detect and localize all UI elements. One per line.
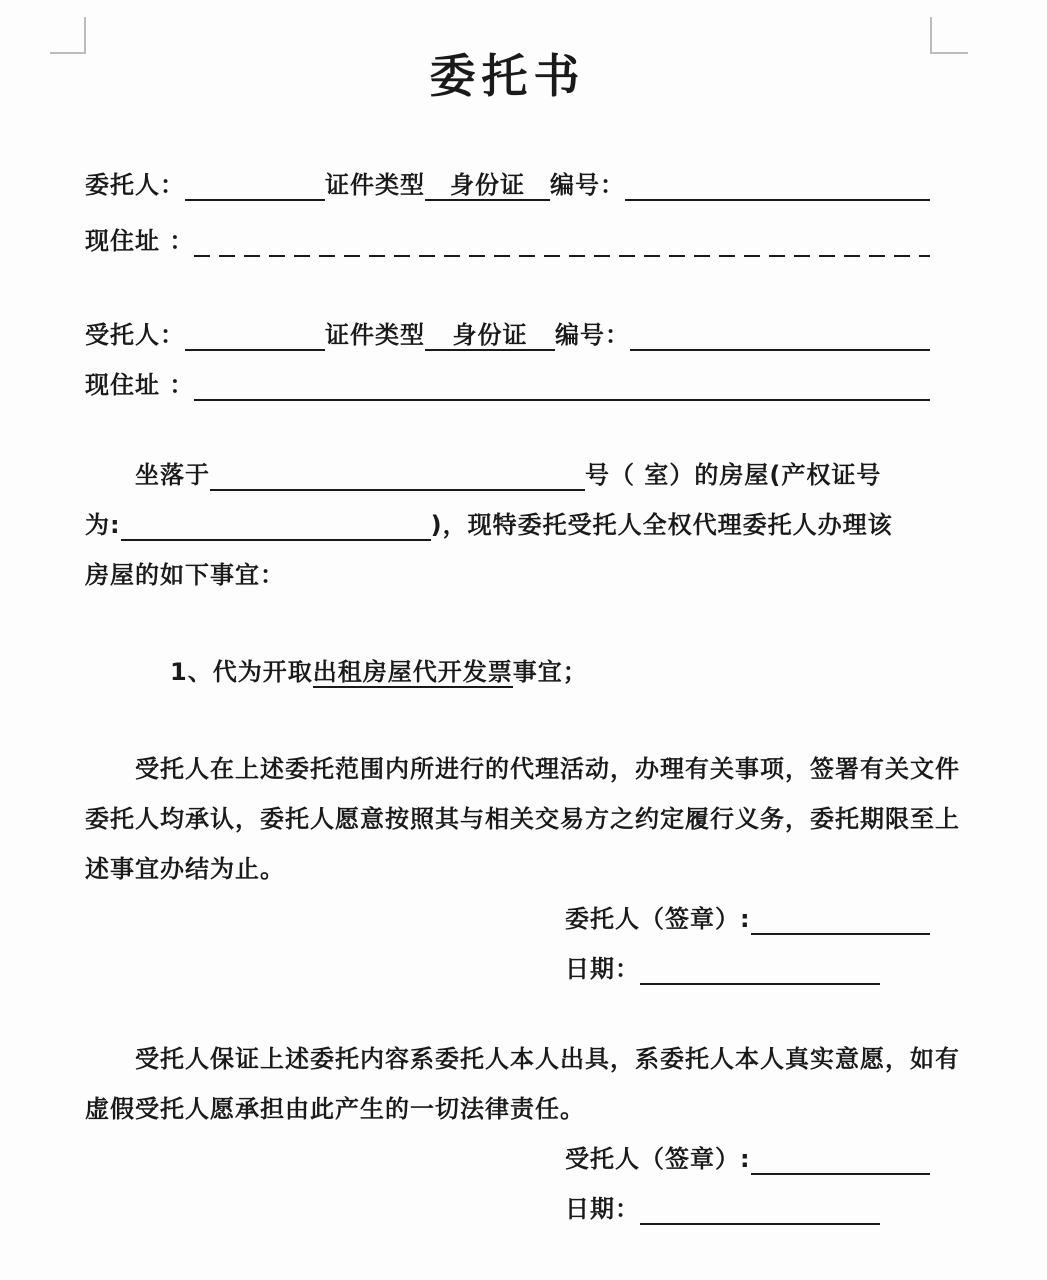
agent-identity-line <box>85 310 930 360</box>
agent-signature-blank <box>751 1134 930 1184</box>
property-address-blank <box>210 450 585 500</box>
agent-signature-line <box>565 1134 930 1184</box>
agent-date-line <box>565 1184 930 1234</box>
principal-id-number-label: 编号： <box>550 171 625 199</box>
principal-date-blank <box>640 944 880 994</box>
margin-crop-mark-top-right <box>930 17 968 54</box>
property-matters-intro: 房屋的如下事宜： <box>85 561 285 589</box>
principal-address-blank <box>194 216 930 266</box>
agent-name-label: 受托人： <box>85 321 185 349</box>
agent-name-blank <box>185 310 325 360</box>
principal-signature-blank <box>751 894 930 944</box>
principal-identity-line <box>85 160 930 210</box>
property-line-3 <box>85 550 930 600</box>
property-line-2 <box>85 500 930 550</box>
agent-signature-label: 受托人（签章）: <box>565 1145 751 1173</box>
authorization-line-1 <box>85 744 960 794</box>
document-title: 委托书 <box>429 49 586 103</box>
agent-date-blank <box>640 1184 880 1234</box>
agent-cert-type-label: 证件类型 <box>325 321 425 349</box>
item-1-suffix: 事宜； <box>512 658 588 686</box>
principal-name-label: 委托人： <box>85 171 185 199</box>
agent-address-label: 现住址 ： <box>85 371 195 399</box>
principal-signature-label: 委托人（签章）: <box>565 905 751 933</box>
authorization-line-3 <box>85 844 930 894</box>
document-content <box>0 40 1047 1234</box>
property-located-at-label: 坐落于 <box>135 461 210 489</box>
guarantee-line-1 <box>85 1034 960 1084</box>
authorization-line-2 <box>85 794 960 844</box>
property-line-1-suffix: 号（ 室）的房屋(产权证号 <box>585 461 882 489</box>
margin-crop-mark-top-left <box>50 17 86 54</box>
agent-id-number-blank <box>630 310 930 360</box>
principal-address-label: 现住址 ： <box>85 227 195 255</box>
property-cert-number-label: 为: <box>85 511 121 539</box>
agent-cert-type-value: 身份证 <box>425 310 555 360</box>
principal-address-line <box>85 216 930 266</box>
principal-name-blank <box>185 160 325 210</box>
principal-cert-type-value: 身份证 <box>425 160 550 210</box>
agent-date-label: 日期： <box>565 1195 640 1223</box>
agent-id-number-label: 编号： <box>555 321 630 349</box>
authorization-text-1: 受托人在上述委托范围内所进行的代理活动，办理有关事项，签署有关文件 <box>135 755 960 783</box>
property-line-2-suffix: )，现特委托受托人全权代理委托人办理该 <box>430 511 893 539</box>
item-1-underlined-text: 出租房屋代开发票 <box>313 647 513 697</box>
item-1-prefix: 1、代为开取 <box>170 658 313 686</box>
principal-id-number-blank <box>625 160 930 210</box>
authorization-text-3: 述事宜办结为止。 <box>85 855 285 883</box>
property-line-1 <box>85 450 930 500</box>
guarantee-text-2: 虚假受托人愿承担由此产生的一切法律责任。 <box>85 1095 585 1123</box>
principal-signature-line <box>565 894 930 944</box>
agent-address-blank <box>194 360 930 410</box>
authorization-text-2: 委托人均承认，委托人愿意按照其与相关交易方之约定履行义务，委托期限至上 <box>85 805 960 833</box>
item-1-line <box>85 647 930 697</box>
guarantee-text-1: 受托人保证上述委托内容系委托人本人出具，系委托人本人真实意愿，如有 <box>135 1045 960 1073</box>
principal-date-label: 日期： <box>565 955 640 983</box>
principal-date-line <box>565 944 930 994</box>
agent-address-line <box>85 360 930 410</box>
principal-cert-type-label: 证件类型 <box>325 171 425 199</box>
guarantee-line-2 <box>85 1084 930 1134</box>
property-cert-number-blank <box>121 500 431 550</box>
